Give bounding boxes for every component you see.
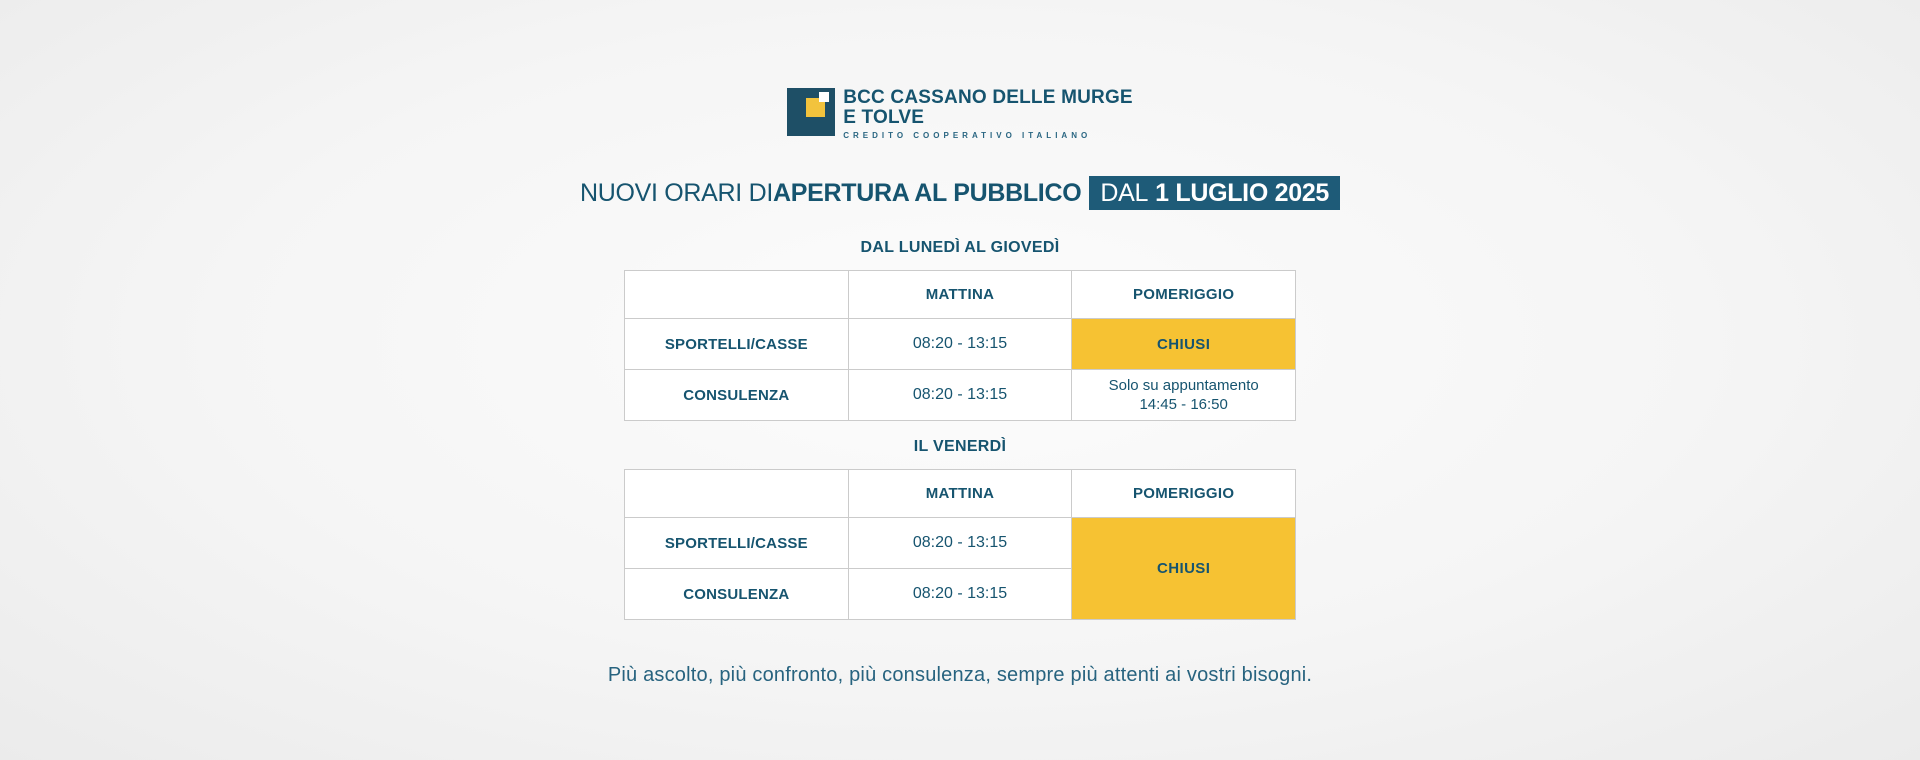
column-header-empty <box>625 271 849 319</box>
row-label-sportelli: SPORTELLI/CASSE <box>625 518 849 569</box>
schedule-table-friday <box>624 469 1296 620</box>
row-label-sportelli: SPORTELLI/CASSE <box>625 319 849 370</box>
title-emphasis: APERTURA AL PUBBLICO <box>773 178 1082 207</box>
friday-pomeriggio-status: CHIUSI <box>1072 518 1296 620</box>
bank-logo-text <box>843 88 1133 140</box>
row-label-consulenza: CONSULENZA <box>625 370 849 421</box>
consulenza-pomeriggio-info <box>1072 370 1296 421</box>
section-heading-weekdays: DAL LUNEDÌ AL GIOVEDÌ <box>860 239 1060 256</box>
consulenza-mattina-hours: 08:20 - 13:15 <box>848 569 1072 620</box>
column-header-empty <box>625 470 849 518</box>
table-header-row <box>625 470 1296 518</box>
table-header-row <box>625 271 1296 319</box>
row-label-consulenza: CONSULENZA <box>625 569 849 620</box>
bank-name-line2: E TOLVE <box>843 107 925 128</box>
column-header-pomeriggio: POMERIGGIO <box>1072 470 1296 518</box>
logo-white-square-icon <box>819 92 829 102</box>
badge-date: 1 LUGLIO 2025 <box>1155 178 1330 207</box>
table-row <box>625 518 1296 569</box>
consulenza-mattina-hours: 08:20 - 13:15 <box>848 370 1072 421</box>
column-header-mattina: MATTINA <box>848 470 1072 518</box>
column-header-mattina: MATTINA <box>848 271 1072 319</box>
effective-date-badge <box>1089 176 1340 210</box>
sportelli-pomeriggio-status: CHIUSI <box>1072 319 1296 370</box>
footer-tagline: Più ascolto, più confronto, più consulenza, sempre più attenti ai vostri bisogni. <box>607 664 1313 686</box>
bank-logo <box>787 88 1133 138</box>
column-header-pomeriggio: POMERIGGIO <box>1072 271 1296 319</box>
sportelli-mattina-hours: 08:20 - 13:15 <box>848 518 1072 569</box>
page-title <box>580 176 1340 210</box>
appointment-note: Solo su appuntamento <box>1108 377 1259 394</box>
appointment-hours: 14:45 - 16:50 <box>1139 396 1228 413</box>
bank-logo-icon <box>787 88 835 136</box>
title-prefix: NUOVI ORARI DI <box>579 178 773 207</box>
bank-name-line1: BCC CASSANO DELLE MURGE <box>843 87 1133 108</box>
sportelli-mattina-hours: 08:20 - 13:15 <box>848 319 1072 370</box>
table-row <box>625 319 1296 370</box>
section-heading-friday: IL VENERDÌ <box>913 438 1007 455</box>
table-row <box>625 370 1296 421</box>
bank-logo-subtitle: CREDITO COOPERATIVO ITALIANO <box>843 131 1092 140</box>
badge-prefix: DAL <box>1100 178 1149 207</box>
schedule-table-weekdays <box>624 270 1296 421</box>
